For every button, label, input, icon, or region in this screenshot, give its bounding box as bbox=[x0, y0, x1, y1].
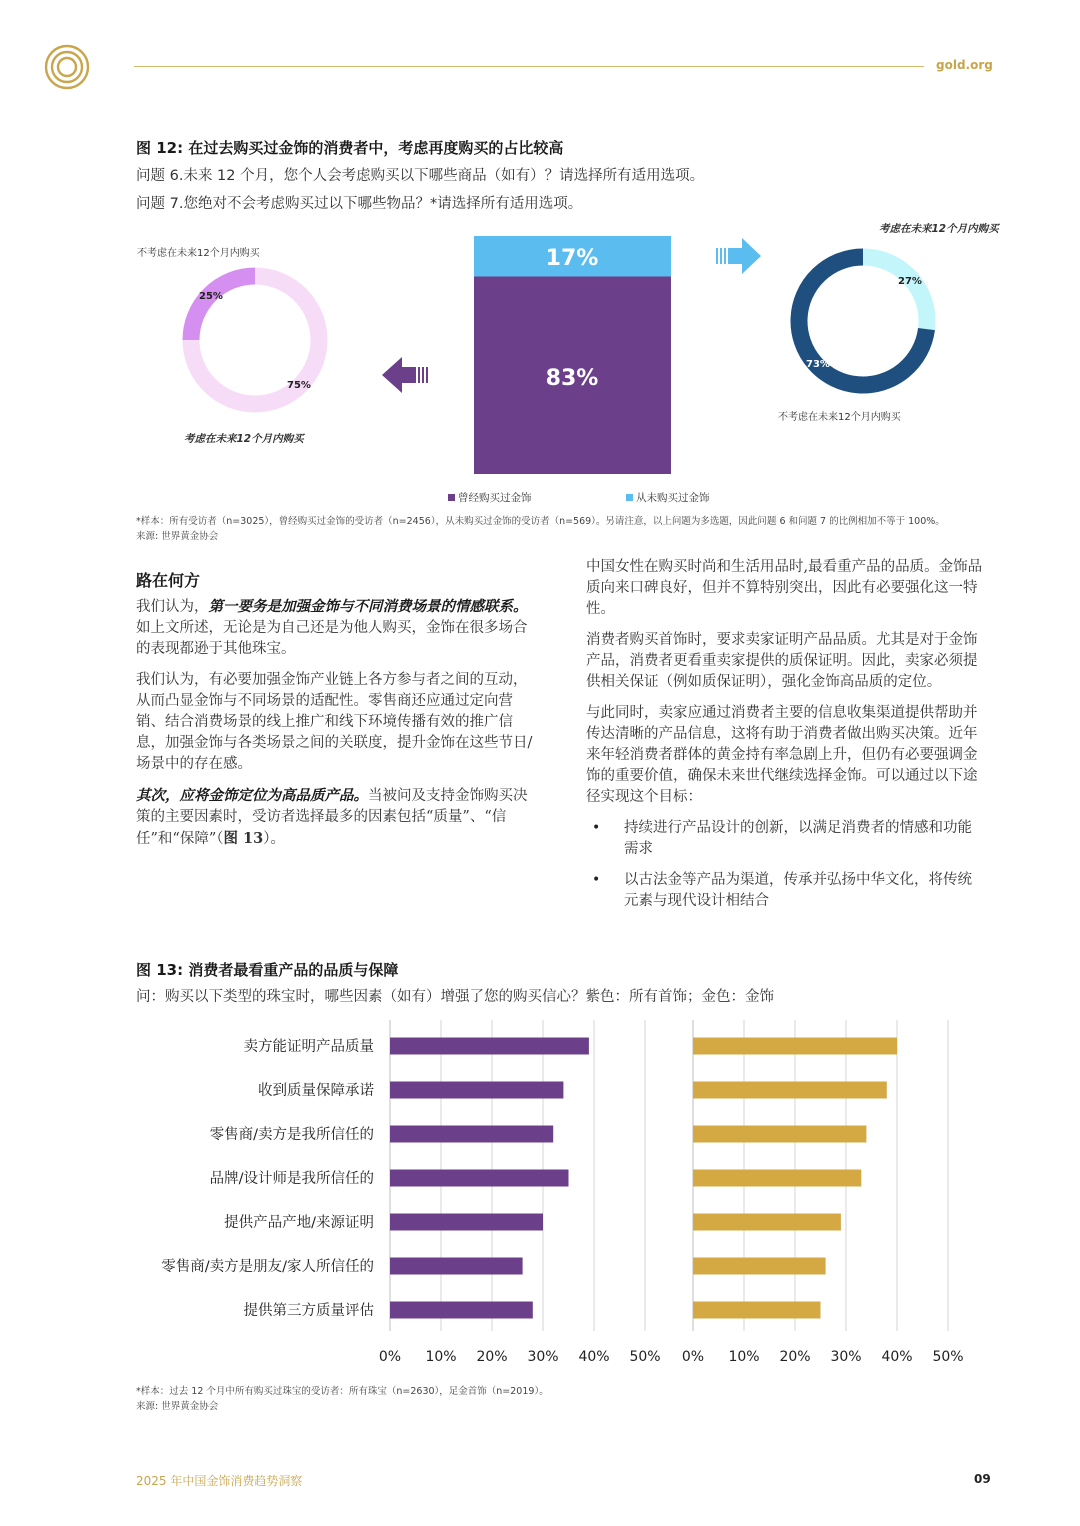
all-jewellery-bar bbox=[390, 1214, 543, 1231]
category-label: 零售商/卖方是我所信任的 bbox=[209, 1127, 374, 1143]
right-paragraph-2: 消费者购买首饰时，要求卖家证明产品品质。尤其是对于金饰产品，消费者更看重卖家提供的质保证明。因此，卖家必须提供相关保证（例如质保证明），强化金饰高品质的定位。 bbox=[586, 632, 978, 690]
legend-label-bought: 曾经购买过金饰 bbox=[458, 492, 532, 504]
section-heading: 路在何方 bbox=[136, 571, 201, 590]
gold-jewellery-bar bbox=[693, 1126, 866, 1143]
emphasis-first-priority: 第一要务是加强金饰与不同消费场景的情感联系。 bbox=[208, 598, 528, 615]
right-chart-x-tick-label: 20% bbox=[779, 1349, 811, 1365]
left-chart-x-tick-label: 40% bbox=[578, 1349, 610, 1365]
right-chart-x-tick-label: 30% bbox=[830, 1349, 862, 1365]
category-label: 提供产品产地/来源证明 bbox=[224, 1215, 374, 1231]
figure-12-question-6: 问题 6.未来 12 个月，您个人会考虑购买以下哪些商品（如有）？请选择所有适用选项。 bbox=[136, 168, 705, 184]
recommendation-list bbox=[586, 818, 984, 912]
emphasis-second-priority: 其次，应将金饰定位为高品质产品。 bbox=[136, 787, 368, 804]
right-donut-slice-consider bbox=[863, 257, 927, 329]
left-donut-top-label: 不考虑在未来12个月内购买 bbox=[137, 248, 260, 259]
all-jewellery-bar bbox=[390, 1038, 589, 1055]
right-chart-x-tick-label: 50% bbox=[932, 1349, 964, 1365]
recommendation-item: • 持续进行产品设计的创新，以满足消费者的情感和功能需求 bbox=[586, 818, 984, 860]
left-chart-x-tick-label: 20% bbox=[476, 1349, 508, 1365]
left-paragraph-3: 其次，应将金饰定位为高品质产品。当被问及支持金饰购买决策的主要因素时，受访者选择最多的因素包括“质量”、“信任”和“保障”（图 13）。 bbox=[136, 787, 528, 847]
figure-13-question: 问：购买以下类型的珠宝时，哪些因素（如有）增强了您的购买信心？紫色：所有首饰；金色：金饰 bbox=[136, 989, 774, 1005]
left-text-column bbox=[136, 570, 534, 860]
all-jewellery-bar bbox=[390, 1170, 569, 1187]
right-chart-x-tick-label: 10% bbox=[728, 1349, 760, 1365]
left-chart-x-tick-label: 10% bbox=[425, 1349, 457, 1365]
figure-13-sample-note: *样本：过去 12 个月中所有购买过珠宝的受访者：所有珠宝（n=2630），足金首饰（n=2019）。 bbox=[136, 1386, 549, 1397]
figure-12-chart bbox=[0, 215, 1080, 515]
site-url-link[interactable]: gold.org bbox=[936, 58, 993, 72]
figure-13-chart bbox=[0, 1015, 1080, 1375]
arrow-left-icon bbox=[382, 357, 428, 393]
footer-report-title: 2025 年中国金饰消费趋势洞察 bbox=[136, 1474, 303, 1488]
recommendation-item: • 以古法金等产品为渠道，传承并弘扬中华文化，将传统元素与现代设计相结合 bbox=[586, 870, 984, 912]
arrow-right-icon bbox=[716, 238, 761, 274]
left-paragraph-2: 我们认为，有必要加强金饰产业链上各方参与者之间的互动，从而凸显金饰与不同场景的适配性。零售商还应通过定向营销、结合消费场景的线上推广和线下环境传播有效的推广信息，加强金饰与各类场景之间的关联度，提升金饰在这些节日/场景中的存在感。 bbox=[136, 672, 533, 772]
left-chart-x-tick-label: 0% bbox=[378, 1349, 402, 1365]
right-donut-bottom-label: 不考虑在未来12个月内购买 bbox=[778, 412, 901, 423]
category-label: 品牌/设计师是我所信任的 bbox=[209, 1171, 374, 1187]
gold-jewellery-bar bbox=[693, 1038, 897, 1055]
figure-12-question-7: 问题 7.您绝对不会考虑购买过以下哪些物品？*请选择所有适用选项。 bbox=[136, 196, 583, 212]
gold-jewellery-bar bbox=[693, 1082, 887, 1099]
right-donut-label-73: 73% bbox=[806, 359, 830, 370]
left-donut-slice-not-consider bbox=[191, 276, 255, 340]
right-text-column bbox=[586, 557, 984, 922]
right-donut-top-label: 考虑在未来12个月内购买 bbox=[879, 223, 999, 235]
figure-12-title: 图 12: 在过去购买过金饰的消费者中，考虑再度购买的占比较高 bbox=[136, 139, 564, 157]
gold-jewellery-bar bbox=[693, 1302, 821, 1319]
category-label: 收到质量保障承诺 bbox=[258, 1083, 374, 1099]
right-paragraph-3: 与此同时，卖家应通过消费者主要的信息收集渠道提供帮助并传达清晰的产品信息，这将有助于消费者做出购买决策。近年来年轻消费者群体的黄金持有率急剧上升，但仍有必要强调金饰的重要价值，确保未来世代继续选择金饰。可以通过以下途径实现这个目标： bbox=[586, 705, 978, 805]
page-number: 09 bbox=[974, 1472, 991, 1486]
figure-12-sample-note: *样本：所有受访者（n=3025），曾经购买过金饰的受访者（n=2456），从未购买过金饰的受访者（n=569）。另请注意，以上问题为多选题，因此问题 6 和问题 7 的比例相加不等于 100%。 bbox=[136, 516, 945, 527]
left-chart-x-tick-label: 30% bbox=[527, 1349, 559, 1365]
stacked-bar-label-83: 83% bbox=[545, 366, 599, 391]
figure-13-title: 图 13: 消费者最看重产品的品质与保障 bbox=[136, 961, 399, 979]
right-chart-x-tick-label: 0% bbox=[681, 1349, 705, 1365]
figure-13-source: 来源: 世界黄金协会 bbox=[136, 1401, 219, 1412]
category-label: 提供第三方质量评估 bbox=[243, 1303, 374, 1319]
figure-13-reference: 图 13 bbox=[223, 830, 264, 847]
stacked-bar-label-17: 17% bbox=[545, 246, 599, 271]
all-jewellery-bar bbox=[390, 1082, 563, 1099]
left-donut-label-75: 75% bbox=[287, 380, 311, 391]
right-chart-x-tick-label: 40% bbox=[881, 1349, 913, 1365]
left-paragraph-1: 我们认为，第一要务是加强金饰与不同消费场景的情感联系。如上文所述，无论是为自己还是为他人购买，金饰在很多场合的表现都逊于其他珠宝。 bbox=[136, 598, 528, 657]
header-rule bbox=[134, 66, 924, 67]
right-donut-label-27: 27% bbox=[898, 276, 922, 287]
figure-12-source: 来源: 世界黄金协会 bbox=[136, 531, 219, 542]
left-donut-label-25: 25% bbox=[199, 291, 223, 302]
legend-swatch-bought bbox=[448, 494, 455, 501]
all-jewellery-bar bbox=[390, 1302, 533, 1319]
category-label: 卖方能证明产品质量 bbox=[243, 1039, 374, 1055]
right-paragraph-1: 中国女性在购买时尚和生活用品时,最看重产品的品质。金饰品质向来口碑良好，但并不算特别突出，因此有必要强化这一特性。 bbox=[586, 559, 983, 617]
all-jewellery-bar bbox=[390, 1258, 523, 1275]
left-donut-bottom-label: 考虑在未来12个月内购买 bbox=[184, 433, 304, 445]
legend-label-never-bought: 从未购买过金饰 bbox=[636, 492, 710, 504]
legend-swatch-never-bought bbox=[626, 494, 633, 501]
left-chart-x-tick-label: 50% bbox=[629, 1349, 661, 1365]
gold-org-logo-icon bbox=[44, 44, 90, 90]
gold-jewellery-bar bbox=[693, 1258, 826, 1275]
gold-jewellery-bar bbox=[693, 1214, 841, 1231]
gold-jewellery-bar bbox=[693, 1170, 861, 1187]
all-jewellery-bar bbox=[390, 1126, 553, 1143]
category-label: 零售商/卖方是朋友/家人所信任的 bbox=[161, 1259, 374, 1275]
